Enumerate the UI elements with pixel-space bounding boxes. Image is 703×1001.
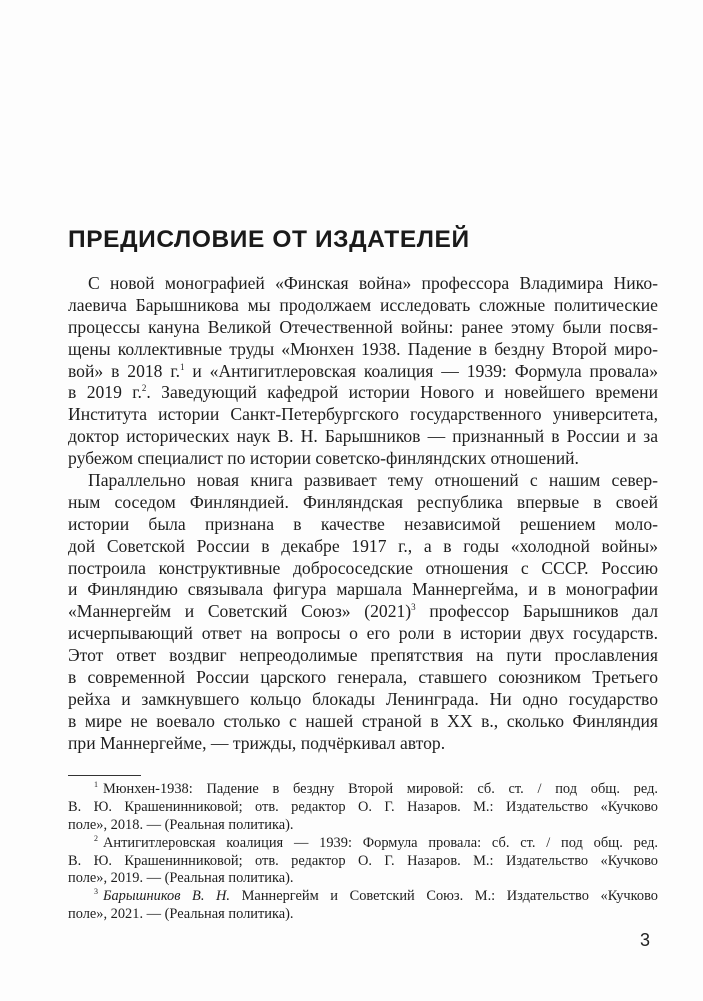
text-run: вой» в 2018 г. (68, 360, 180, 381)
body-text (68, 273, 658, 755)
text-run: Антигитлеровская коалиция — 1939: Формула провала: сб. ст. / под общ. ред. (103, 834, 658, 851)
text-run: поле», 2019. — (Реальная политика). (68, 870, 294, 887)
text-run: в мире не воевало столько с нашей страной в XX в., сколько Финляндия (68, 710, 658, 731)
footnote-line (68, 870, 658, 888)
text-run: в 2019 г. (68, 382, 142, 403)
body-line (68, 667, 658, 689)
footnote-line (68, 817, 658, 835)
footnote-ref: 2 (94, 833, 98, 843)
body-line (68, 361, 658, 383)
body-line (68, 645, 658, 667)
body-line (68, 339, 658, 361)
text-run: «Маннергейм и Советский Союз» (2021) (68, 601, 412, 622)
text-run: Института истории Санкт-Петербургского государственного университета, (68, 404, 658, 425)
footnote-ref: 3 (411, 602, 416, 613)
text-run: истории была признана в качестве независимой решением моло- (68, 513, 658, 534)
text-run: процессы кануна Великой Отечественной войны: ранее этому были посвя- (68, 316, 658, 337)
footnote-line (68, 799, 658, 817)
text-run: ным соседом Финляндией. Финляндская республика впервые в своей (68, 491, 658, 512)
text-run: доктор исторических наук В. Н. Барышников — признанный в России и за (68, 426, 658, 447)
text-run: Маннергейм и Советский Союз. М.: Издательство «Кучково (230, 888, 658, 905)
body-line (68, 382, 658, 404)
body-line (68, 295, 658, 317)
footnote-line (68, 853, 658, 871)
text-run: рейха и замкнувшего кольцо блокады Ленинграда. Ни одно государство (68, 688, 658, 709)
text-run: дой Советской России в декабре 1917 г., а в годы «холодной войны» (68, 535, 658, 556)
text-run: . Заведующий кафедрой истории Нового и новейшего времени (146, 382, 658, 403)
body-line (68, 623, 658, 645)
body-line (68, 470, 658, 492)
text-run: поле», 2021. — (Реальная политика). (68, 906, 294, 923)
body-line (68, 273, 658, 295)
text-run: С новой монографией «Финская война» профессора Владимира Нико- (88, 273, 658, 293)
text-run: в современной России царского генерала, ставшего союзником Третьего (68, 667, 658, 688)
body-line (68, 558, 658, 580)
text-run: при Маннергейме, — трижды, подчёркивал автор. (68, 732, 446, 753)
body-line (68, 404, 658, 426)
footnote-line (68, 781, 658, 799)
body-line (68, 601, 658, 623)
footnotes (68, 781, 658, 924)
footnote-separator (68, 775, 141, 776)
text-run: построила конструктивные добрососедские отношения с СССР. Россию (68, 557, 658, 578)
page-number: 3 (640, 930, 651, 950)
footnote-line (68, 835, 658, 853)
body-line (68, 689, 658, 711)
footnote-ref: 2 (141, 383, 147, 394)
body-line (68, 426, 658, 448)
text-run: и «Антигитлеровская коалиция — 1939: Формула провала» (184, 360, 658, 381)
body-line (68, 733, 658, 755)
text-run: Параллельно новая книга развивает тему отношений с нашим север- (88, 470, 658, 491)
text-run: поле», 2018. — (Реальная политика). (68, 816, 294, 833)
body-line (68, 711, 658, 733)
body-line (68, 579, 658, 601)
text-run: В. Ю. Крашенинниковой; отв. редактор О. Г. Назаров. М.: Издательство «Кучково (68, 798, 658, 815)
footnote-ref: 1 (179, 361, 185, 372)
body-line (68, 448, 658, 470)
footnote-ref: 3 (94, 887, 98, 897)
text-run: рубежом специалист по истории советско-финляндских отношений. (68, 448, 579, 469)
text-run: В. Ю. Крашенинниковой; отв. редактор О. Г. Назаров. М.: Издательство «Кучково (68, 852, 658, 869)
body-line (68, 317, 658, 339)
text-run: Этот ответ воздвиг непреодолимые препятствия на пути прославления (68, 645, 658, 666)
text-run: лаевича Барышникова мы продолжаем исследовать сложные политические (68, 294, 658, 315)
text-run: щены коллективные труды «Мюнхен 1938. Падение в бездну Второй миро- (68, 338, 658, 359)
page-title: ПРЕДИСЛОВИЕ ОТ ИЗДАТЕЛЕЙ (68, 226, 470, 253)
footnote-line (68, 906, 658, 924)
body-line (68, 536, 658, 558)
text-run: Мюнхен-1938: Падение в бездну Второй мировой: сб. ст. / под общ. ред. (103, 781, 658, 797)
body-line (68, 514, 658, 536)
footnote-line (68, 888, 658, 906)
text-run: профессор Барышников дал (415, 601, 658, 622)
footnote-ref: 1 (94, 780, 98, 789)
text-run: исчерпывающий ответ на вопросы о его роли в истории двух государств. (68, 623, 658, 644)
author-name: Барышников В. Н. (103, 888, 231, 905)
text-run: и Финляндию связывала фигура маршала Маннергейма, и в монографии (68, 579, 658, 600)
body-line (68, 492, 658, 514)
